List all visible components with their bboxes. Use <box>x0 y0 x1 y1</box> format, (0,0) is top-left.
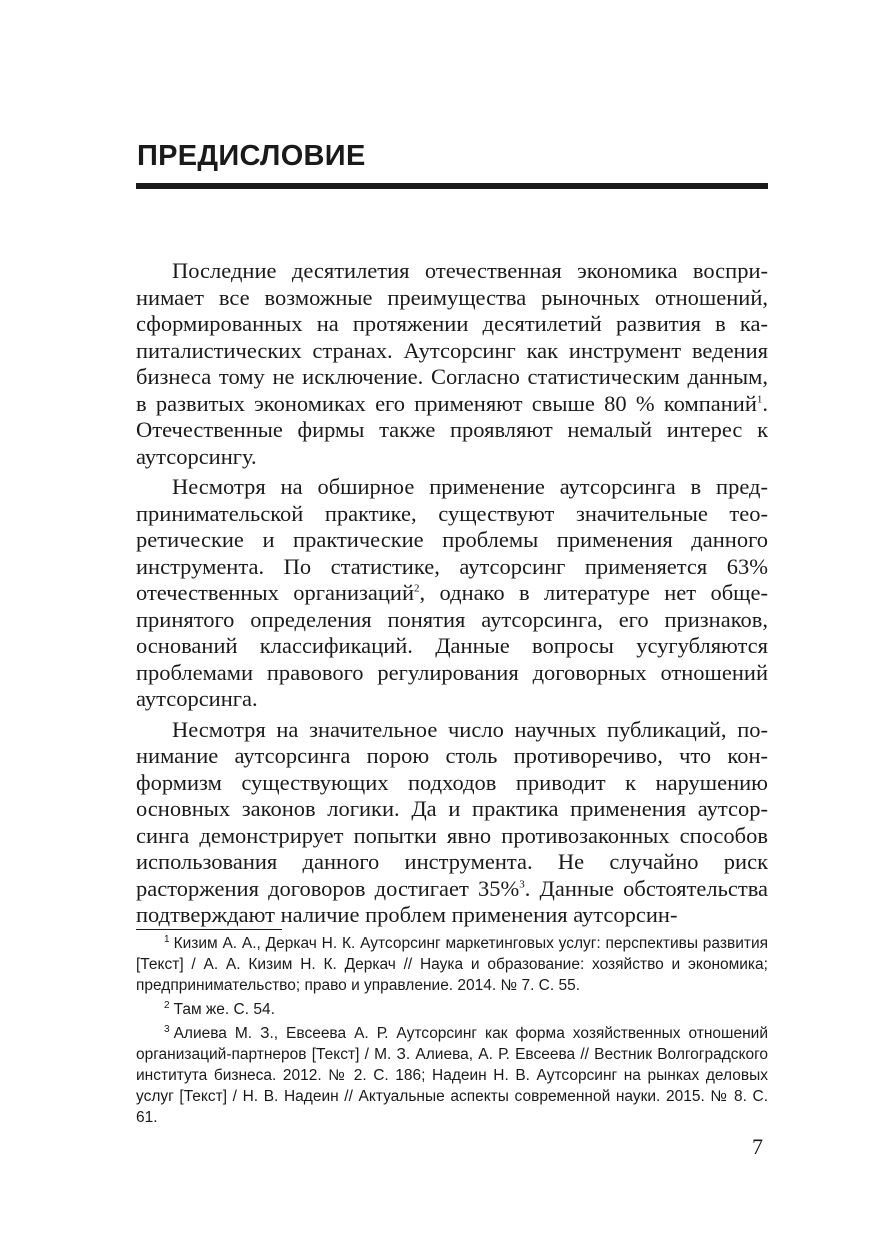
page-title: ПРЕДИСЛОВИЕ <box>137 140 366 172</box>
footnote <box>136 933 768 996</box>
footnote <box>136 999 768 1020</box>
footnote-ref: 2 <box>414 582 420 595</box>
footnote-marker: 2 <box>164 999 170 1011</box>
paragraph-text: Последние десятилетия отечественная экономика воспринимает все возможные преимущества рыночных отношений, сформированных на протяжении десятилетий развития в капиталистических странах. Аутсорсинг как инструмент ведения бизнеса тому не исключение. Согласно статистическим данным, в развитых экономиках его применяют свыше 80 % компаний <box>136 258 768 416</box>
footnote-text: Там же. С. 54. <box>173 1001 275 1018</box>
footnote-marker: 1 <box>164 933 170 945</box>
heading-rule <box>136 183 768 189</box>
main-text <box>136 258 768 933</box>
footnote-separator <box>136 929 282 930</box>
footnote <box>136 1023 768 1128</box>
paragraph-text: . Данные обстоятельства подтверждают наличие проблем применения аутсорсин- <box>136 875 769 927</box>
footnote-text: Алиева М. З., Евсеева А. Р. Аутсорсинг как форма хозяйственных отношений организаций-партнеров [Текст] / М. З. Алиева, А. Р. Евсеева // Вестник Волгоградского института бизнеса. 2012. № 2. С. 186; Надеин Н. В. Аутсорсинг на рынках деловых услуг [Текст] / Н. В. Надеин // Актуальные аспекты современной науки. 2015. № 8. С. 61. <box>136 1025 768 1126</box>
footnote-ref: 3 <box>519 878 525 890</box>
paragraph-text: Несмотря на значительное число научных публикаций, понимание аутсорсинга порою столь противоречиво, что конформизм существующих подходов приводит к нарушению основных законов логики. Да и практика применения аутсорсинга демонстрирует попытки явно противозаконных способов использования данного инструмента. Не случайно риск расторжения договоров достигает 35% <box>136 716 768 901</box>
paragraph-text: . Отечественные фирмы также проявляют немалый интерес к аутсорсингу. <box>136 390 768 469</box>
page-number: 7 <box>752 1134 763 1159</box>
paragraph <box>136 474 768 713</box>
paragraph <box>136 717 768 929</box>
paragraph <box>136 258 768 470</box>
paragraph-text: Несмотря на обширное применение аутсорсинга в предпринимательской практике, существуют значительные теоретические и практические проблемы применения данного инструмента. По статистике, аутсорсинг применяется 63% отечественных организаций <box>136 474 768 605</box>
paragraph-text: , однако в литературе нет общепринятого определения понятия аутсорсинга, его признаков, оснований классификаций. Данные вопросы усугубляются проблемами правового регулирования договорных отношений аутсорсинга. <box>136 580 768 711</box>
footnote-text: Кизим А. А., Деркач Н. К. Аутсорсинг маркетинговых услуг: перспективы развития [Текст] / А. А. Кизим Н. К. Деркач // Наука и образование: хозяйство и экономика; предпринимательство; право и управление. 2014. № 7. С. 55. <box>136 935 768 994</box>
footnote-ref: 1 <box>756 393 763 405</box>
footnotes <box>136 933 768 1131</box>
footnote-marker: 3 <box>164 1023 170 1035</box>
